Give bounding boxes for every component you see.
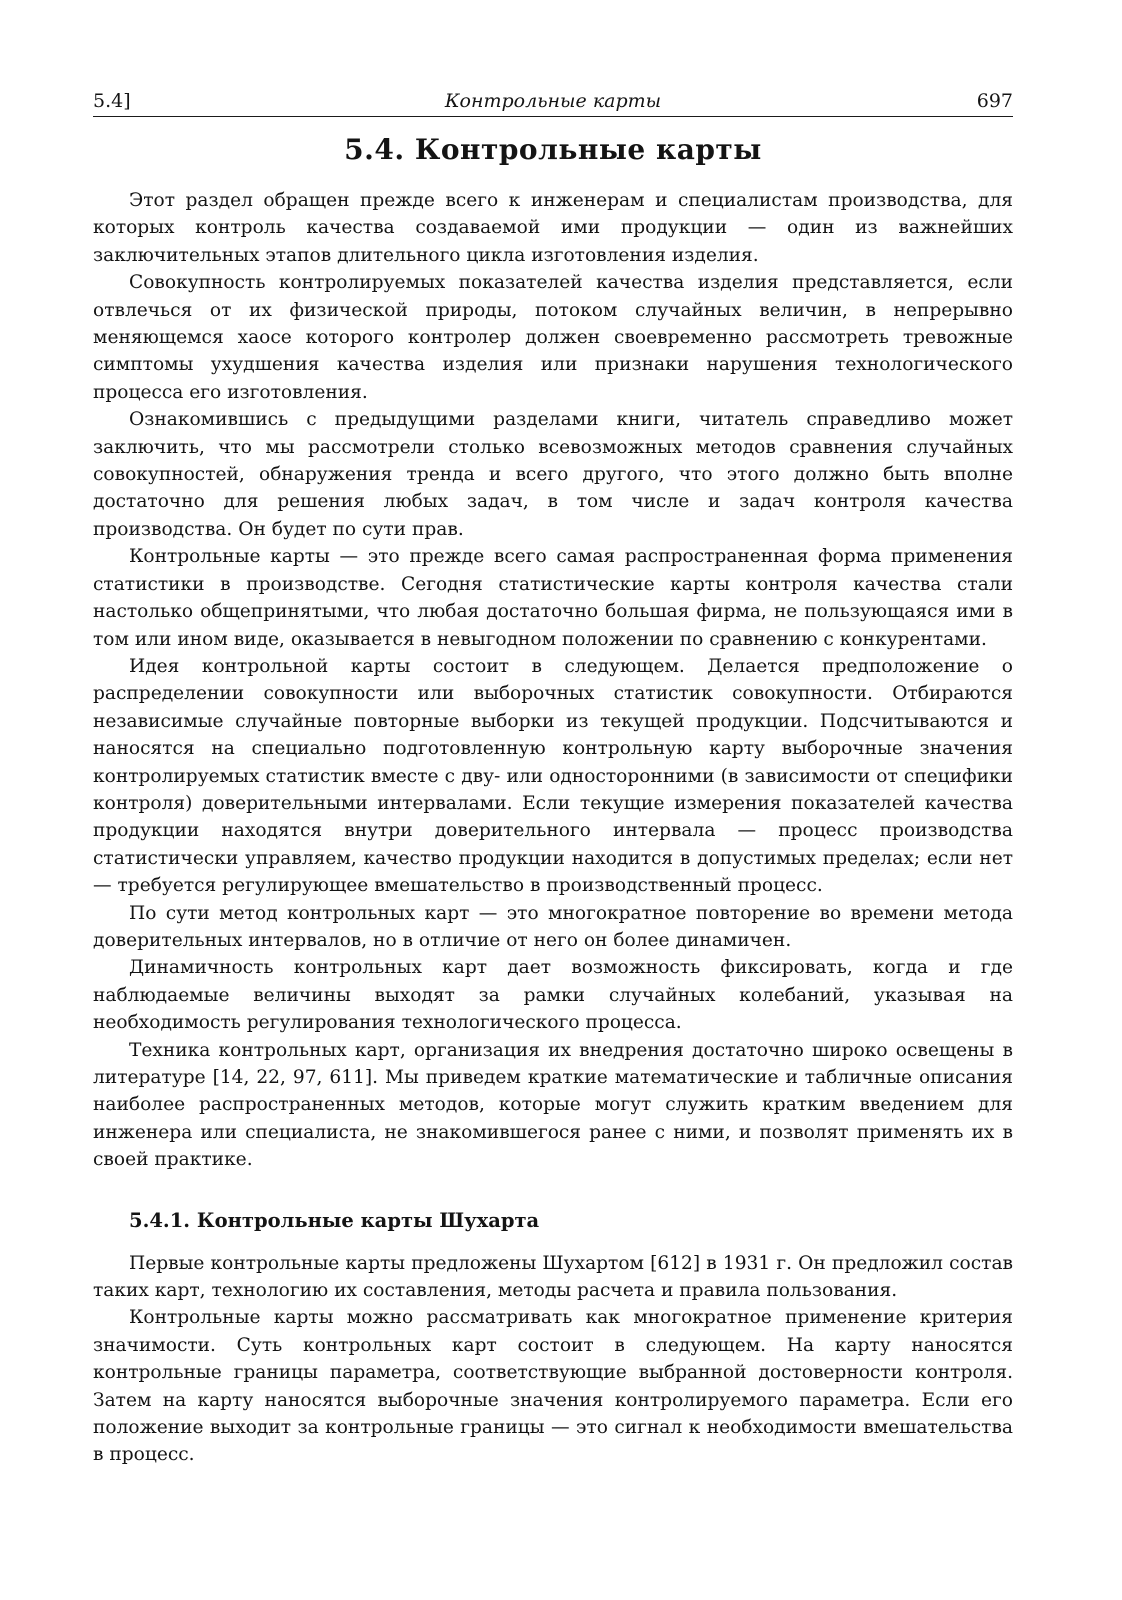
- section-body: [93, 187, 1013, 1174]
- paragraph: Контрольные карты — это прежде всего самая распространенная форма применения статистики в производстве. Сегодня статистические карты контроля качества стали настолько общепринятыми, что любая достаточно большая фирма, не пользующаяся ими в том или ином виде, оказывается в невыгодном положении по сравнению с конкурентами.: [93, 546, 1013, 650]
- paragraph: Совокупность контролируемых показателей качества изделия представляется, если отвлечься от их физической природы, потоком случайных величин, в непрерывно меняющемся хаосе которого контролер должен своевременно рассмотреть тревожные симптомы ухудшения качества изделия или признаки нарушения технологического процесса его изготовления.: [93, 272, 1013, 403]
- running-head-section-number: 5.4]: [93, 90, 131, 112]
- paragraph: Техника контрольных карт, организация их внедрения достаточно широко освещены в литературе [14, 22, 97, 611]. Мы приведем краткие математические и табличные описания наиболее распространенных методов, которые могут служить кратким введением для инженера или специалиста, не знакомившегося ранее с ними, и позволят применять их в своей практике.: [93, 1039, 1013, 1171]
- book-page: [93, 88, 1013, 1469]
- paragraph: Этот раздел обращен прежде всего к инженерам и специалистам производства, для которых контроль качества создаваемой ими продукции — один из важнейших заключительных этапов длительного цикла изготовления изделия.: [93, 190, 1013, 266]
- paragraph: Идея контрольной карты состоит в следующем. Делается предположение о распределении совокупности или выборочных статистик совокупности. Отбираются независимые случайные повторные выборки из текущей продукции. Подсчитываются и наносятся на специально подготовленную контрольную карту выборочные значения контролируемых статистик вместе с дву- или односторонними (в зависимости от специфики контроля) доверительными интервалами. Если текущие измерения показателей качества продукции находятся внутри доверительного интервала — процесс производства статистически управляем, качество продукции находится в допустимых пределах; если нет — требуется регулирующее вмешательство в производственный процесс.: [93, 655, 1013, 897]
- running-head: [93, 88, 1013, 117]
- subsection-title: 5.4.1. Контрольные карты Шухарта: [129, 1208, 540, 1232]
- paragraph: Контрольные карты можно рассматривать как многократное применение критерия значимости. Суть контрольных карт состоит в следующем. На карту наносятся контрольные границы параметра, соответствующие выбранной достоверности контроля. Затем на карту наносятся выборочные значения контролируемого параметра. Если его положение выходит за контрольные границы — это сигнал к необходимости вмешательства в процесс.: [93, 1307, 1013, 1466]
- paragraph: Первые контрольные карты предложены Шухартом [612] в 1931 г. Он предложил состав таких карт, технологию их составления, методы расчета и правила пользования.: [93, 1252, 1013, 1302]
- page-number: 697: [976, 90, 1013, 112]
- paragraph: По сути метод контрольных карт — это многократное повторение во времени метода доверительных интервалов, но в отличие от него он более динамичен.: [93, 902, 1013, 951]
- paragraph: Динамичность контрольных карт дает возможность фиксировать, когда и где наблюдаемые величины выходят за рамки случайных колебаний, указывая на необходимость регулирования технологического процесса.: [93, 957, 1013, 1034]
- paragraph: Ознакомившись с предыдущими разделами книги, читатель справедливо может заключить, что мы рассмотрели столько всевозможных методов сравнения случайных совокупностей, обнаружения тренда и всего другого, что этого должно быть вполне достаточно для решения любых задач, в том числе и задач контроля качества производства. Он будет по сути прав.: [93, 409, 1013, 540]
- running-head-title: Контрольные карты: [444, 90, 662, 112]
- subsection-body: [93, 1250, 1013, 1469]
- section-title: 5.4. Контрольные карты: [344, 133, 762, 166]
